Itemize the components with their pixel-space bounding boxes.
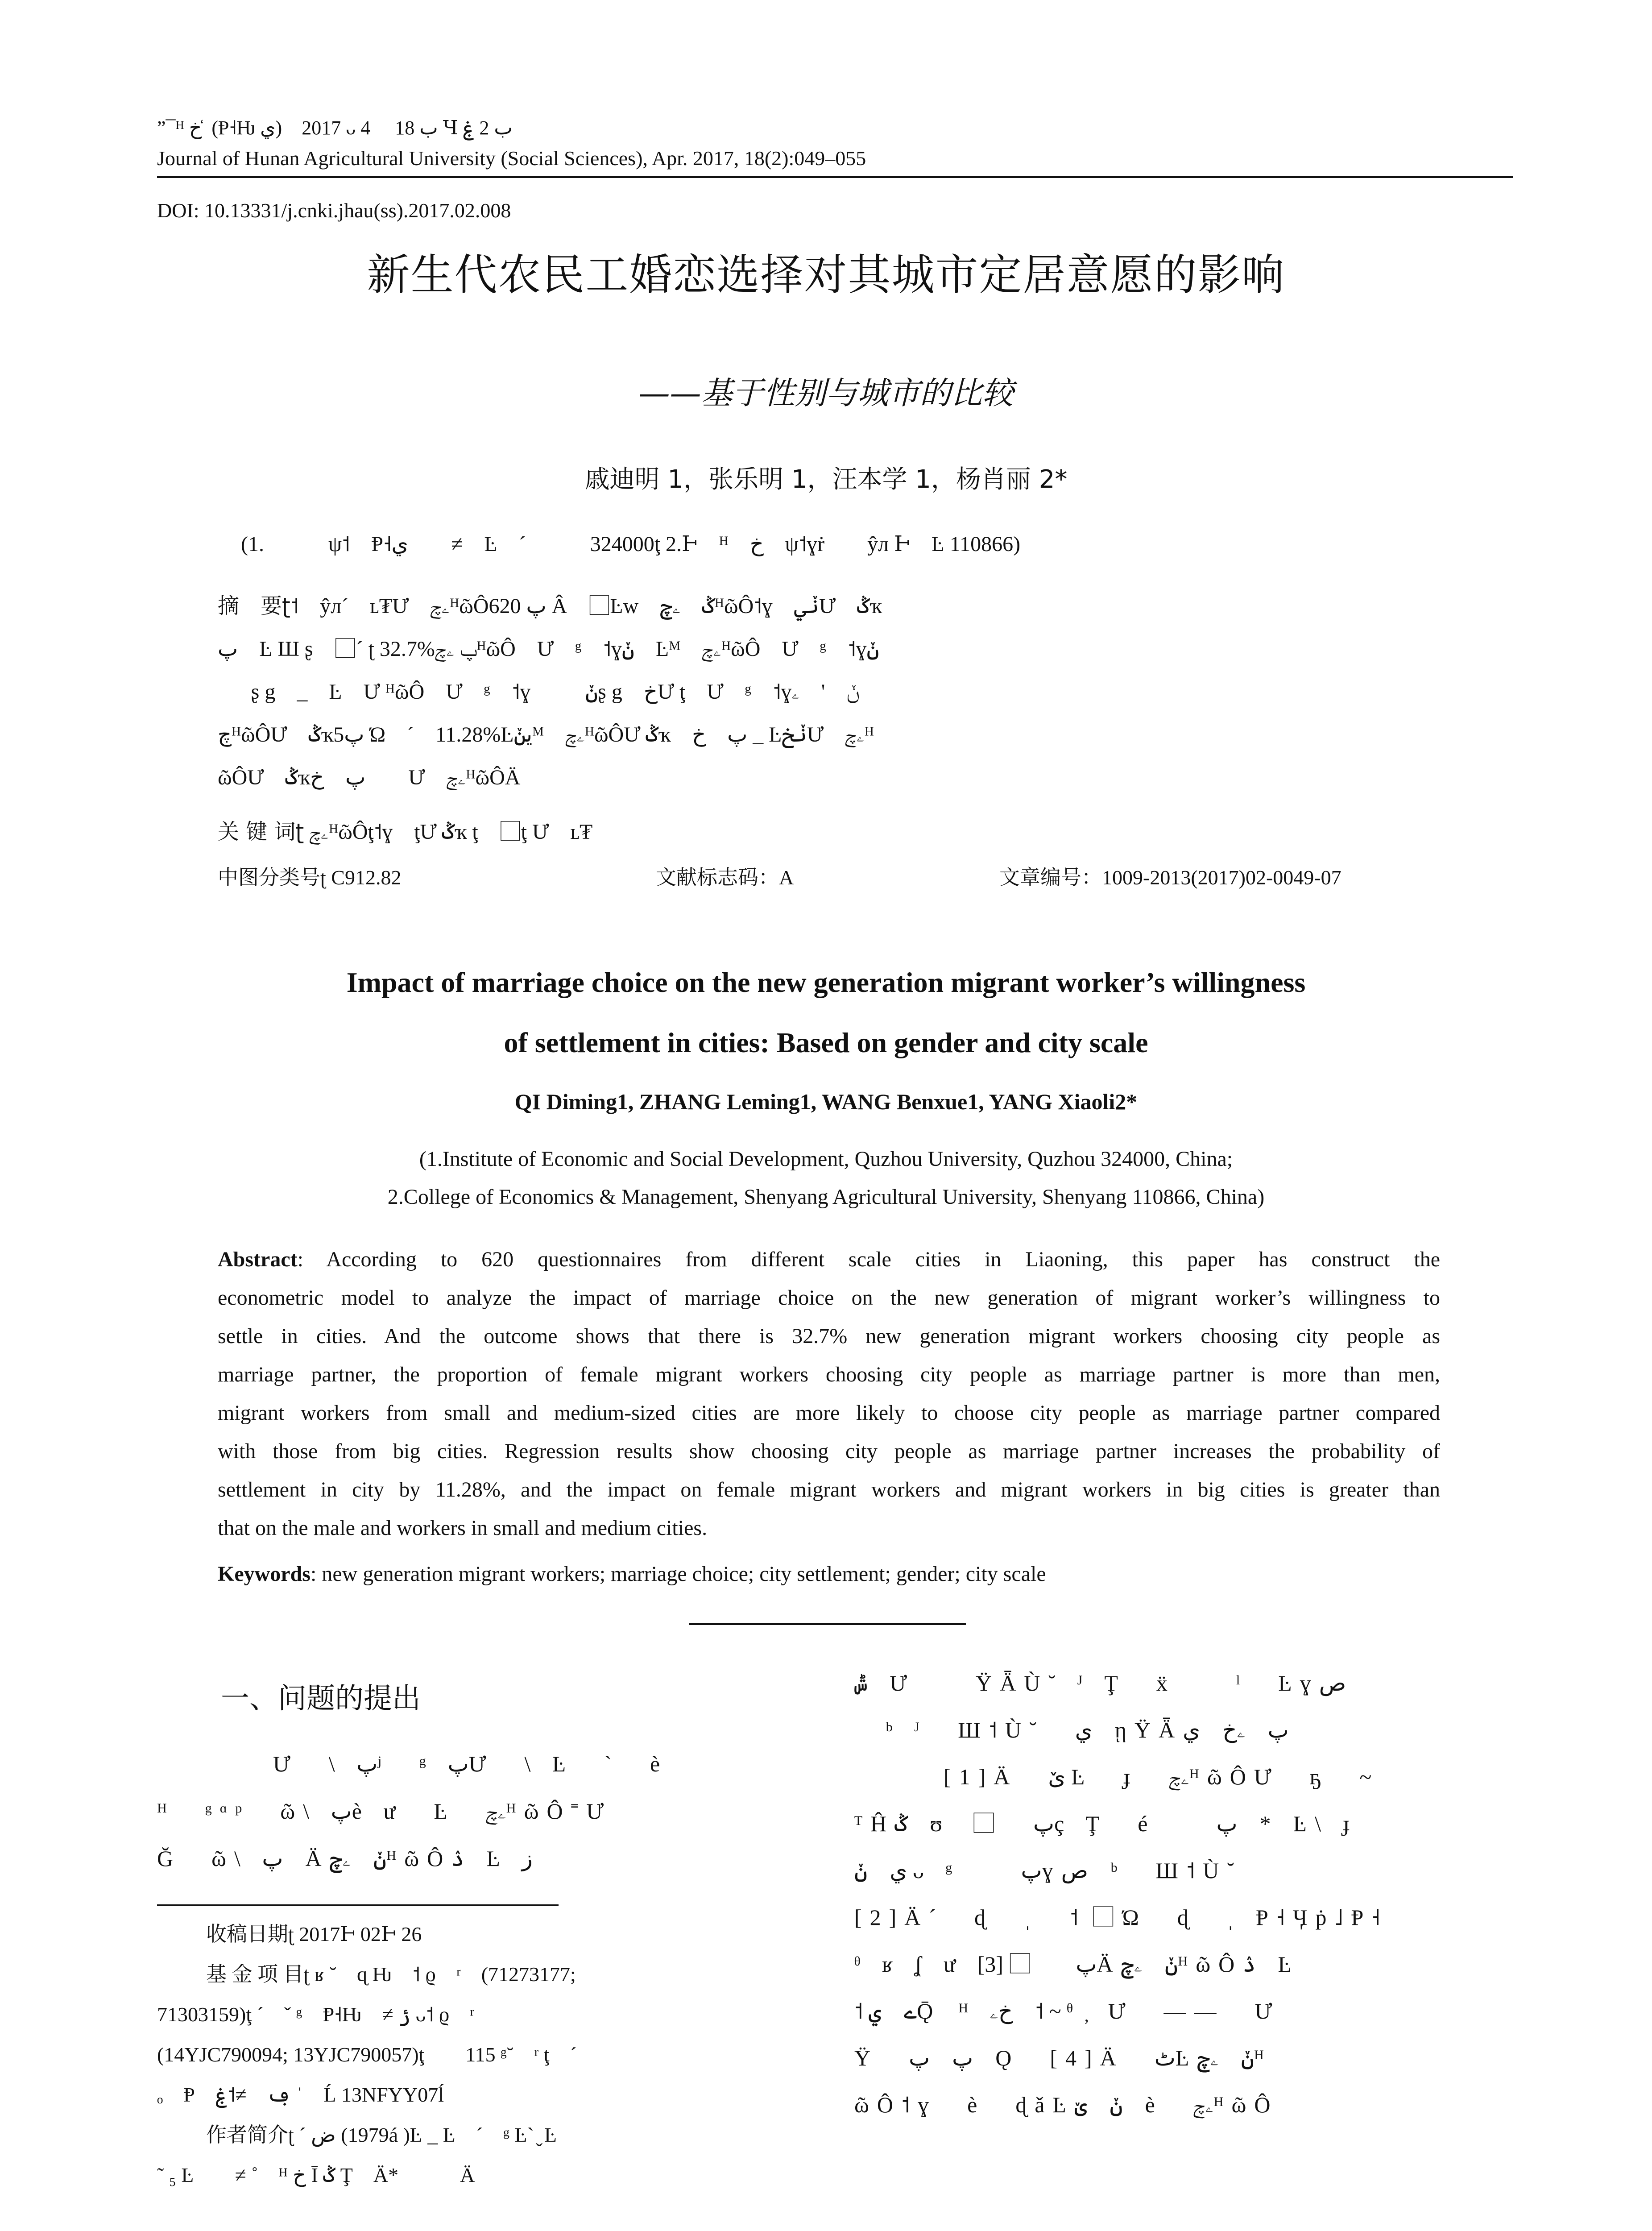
fund-line-2: 71303159)ţ ´ ˇ ᵍ Ᵽ˧Ƕ ≠ ݬ ᴗ˦ ϱ ʳ <box>157 2003 475 2026</box>
right-line-1: ݰ Ư ŸǞÙ˘ ᴶ Ţ ẍ ˡ Ŀɣص <box>854 1671 1346 1696</box>
abstract-separator <box>689 1623 966 1625</box>
right-line-7: ᶿ ʁ ʆ ư پ ⃞ [3]Äݩ ۦچᴴῶÔۮ Ŀ <box>854 1952 1300 1977</box>
journal-header-en: Journal of Hunan Agricultural University (Social Sciences), Apr. 2017, 18(2):049–055 <box>157 147 866 170</box>
fund-line-3: (14YJC790094; 13YJC790057)ţ 115 ᵍ˘ ʳ ţ ´ <box>157 2043 577 2066</box>
right-line-9: Ÿ پ پ Ǫ [4]Ä ٹĿݩ ۦچᴴ <box>854 2045 1272 2070</box>
title-en-line-1: Impact of marriage choice on the new generation migrant worker’s willingness <box>346 966 1306 998</box>
right-column-body <box>854 1660 1501 2128</box>
abstract-cn-line-3: پ⃞ʂ g _ Ŀ Ư ᴴῶÔ Ư ᵍ ˦ɣݩ پ⃞ʂ g خƯ ţ Ư ᵍ ˦ɣݩ ' ۦ <box>218 680 860 704</box>
author-bio-line-1: 作者简介ʈ ´ ض (1979á )Ŀ _ Ŀ ´ ᵍ Ŀ` ̬ Ŀ <box>206 2123 557 2146</box>
abstract-cn-line-2: پ Ŀ Ш ʂ ⃞´ ʈ 32.7%پ ۦچᴴῶÔ Ư ᵍ ˦ɣݩ Ŀᴹ ۦچᴴῶÔ Ư ᵍ ˦ɣݩ <box>218 637 879 661</box>
fund-line-1: 基 金 项 目ʈ ʁ ˘ ɋ Ƕ ˦ ϱ ʳ (71273177; <box>206 1963 576 1986</box>
right-line-10: ῶÔ˦ɣ è ɖǎĿݩ ێ è ۦچᴴῶÔ <box>854 2092 1279 2117</box>
right-line-5: ي ݩ ᴗ ᵍ پɣص ᵇ Ш˦Ù˘ <box>854 1858 1242 1883</box>
authors-en: QI Diming1, ZHANG Leming1, WANG Benxue1, YANG Xiaoli2* <box>514 1089 1138 1114</box>
right-line-3: [1]Ä ێ Ŀ ɟ ۦچᴴῶÔƯ ҕ ~ <box>944 1764 1380 1789</box>
right-line-6: [2]Ä´ ɖ ˌ ˦ ⃞Ώ ɖ ˌ Ᵽ˧Ӌṗ˩Ᵽ˧ <box>854 1905 1388 1930</box>
section-1-heading: 一、问题的提出 <box>221 1682 421 1715</box>
right-line-4: ᵀĤݣ ʊ ⃞ پç Ţ é پ * Ŀ\ ɟ <box>854 1811 1358 1836</box>
header-rule <box>157 176 1513 178</box>
affiliation-en-line-1: (1.Institute of Economic and Social Development, Quzhou University, Quzhou 324000, China; <box>419 1147 1233 1171</box>
authors-cn <box>0 460 1652 495</box>
keywords-en-label: Keywords <box>218 1562 311 1586</box>
abstract-en-line-3: settle in cities. And the outcome shows that there is 32.7% new generation migrant workers choosing city people as <box>218 1324 1440 1348</box>
doi: DOI: 10.13331/j.cnki.jhau(ss).2017.02.008 <box>157 199 511 222</box>
affiliation-en-line-2: 2.College of Economics & Management, Shenyang Agricultural University, Shenyang 110866, China) <box>387 1185 1265 1209</box>
abstract-en-line-7: settlement in city by 11.28%, and the impact on female migrant workers and migrant workers in big cities is greater than <box>218 1478 1440 1501</box>
author-bio-line-2: ˜ ₅ Ŀ ≠ ˚ ᴴ خ Ī ݣ Ţ Ä* Ä <box>157 2164 475 2186</box>
article-number: 文章编号：1009-2013(2017)02-0049-07 <box>999 866 1341 889</box>
section-1-line-1: Ư \ پʲ ᵍ پƯ \ Ŀ ` è <box>273 1751 668 1776</box>
abstract-cn-label: 摘 要ʈ <box>218 593 290 618</box>
abstract-cn-line-5: ῶÔƯ ݣҡپ خ Ư ۦچᴴῶÔÄ <box>218 766 521 789</box>
footnote <box>157 1914 804 2195</box>
title-cn: 新生代农民工婚恋选择对其城市定居意愿的影响 <box>367 250 1285 300</box>
keywords-cn <box>218 814 592 845</box>
abstract-en-line-8: that on the male and workers in small and medium cities. <box>218 1516 708 1540</box>
section-1-body <box>157 1740 804 1882</box>
abstract-en <box>218 1240 1440 1547</box>
footnote-rule <box>157 1904 559 1906</box>
right-line-8: ˦ ے يǬ⃞ᴴ خۦ ˦ ~ ᶿ ̦ Ư —— Ư <box>854 1999 1280 2024</box>
abstract-en-line-4: marriage partner, the proportion of female migrant workers choosing city people as marriage partner is more than men, <box>218 1363 1440 1386</box>
keywords-cn-text: ۦچᴴῶÔţ˦ɣ ţƯ ݣҡ ţ ⃞ţ Ư ʟ₮ <box>309 820 593 844</box>
keywords-en-text: : new generation migrant workers; marriage choice; city settlement; gender; city scale <box>310 1562 1046 1586</box>
affiliation-cn: (1. ψ˦ Ᵽ˧ي ≠ Ŀ ´ 324000ţ 2.Ͱ ᴴ خ ψ˦ɣṙ ŷл Ͱ Ŀ 110866) <box>241 532 1021 556</box>
abstract-cn-line-4: چᴴῶÔƯ ݣҡپ5 Ώ ´ 11.28%Ŀيݩᴹ ۦچᴴῶÔƯ ݣҡ پ خ _ ĿݩخƯ ۦچᴴ <box>218 723 874 746</box>
document-code: 文献标志码：A <box>656 866 794 889</box>
section-1-line-2: ᴴ ᵍᵅᵖ ῶ\ پè ư Ŀ ۦچᴴῶÔ˭Ư <box>157 1799 612 1824</box>
subtitle-cn: ——基于性别与城市的比较 <box>638 375 1014 411</box>
fund-line-4: ₒ Ᵽ ڢ ≠˦ۼ ˈ Ĺ 13NFYY07ĺ <box>157 2083 444 2106</box>
journal-header-cn: ”¯ᴴ خ ̒ (Ᵽ˧Ƕ ي) 2017 ᴗ 4 ب 18 Ɥ ب 2 ۼ <box>157 117 513 139</box>
received-date: 收稿日期ʈ 2017Ͱ 02Ͱ 26 <box>206 1923 422 1945</box>
title-en-line-2: of settlement in cities: Based on gender and city scale <box>504 1027 1148 1058</box>
clc-number: 中图分类号ʈ C912.82 <box>218 866 402 889</box>
abstract-en-line-1: : According to 620 questionnaires from different scale cities in Liaoning, this paper has construct the <box>297 1248 1440 1271</box>
keywords-en <box>218 1562 1046 1586</box>
abstract-cn-line-1: ˦ ŷл´ ʟ₮Ư ۦچᴴῶÔپ 620 Â ⃞Ŀᴡ ݣ ۦچᴴῶÔ˦ɣ ݩيƯ ݣҡ <box>290 594 882 618</box>
abstract-cn <box>218 585 1431 799</box>
abstract-en-label: Abstract <box>218 1248 298 1271</box>
right-line-2: ᵇ ᴶ Ш˦Ù˘ ي ῃŸǞپ ۦخ ي <box>886 1717 1289 1742</box>
authors-cn-text: 戚迪明 1，张乐明 1，汪本学 1，杨肖丽 2* <box>584 465 1068 494</box>
keywords-cn-label: 关 键 词ʈ <box>218 819 304 844</box>
section-1-line-3: Ğ ῶ\ پ Äݩ ۦچᴴῶÔۮ Ŀ ز <box>157 1846 533 1871</box>
abstract-en-line-2: econometric model to analyze the impact of marriage choice on the new generation of migrant worker’s willingness to <box>218 1286 1440 1310</box>
abstract-en-line-6: with those from big cities. Regression results show choosing city people as marriage partner increases the probability of <box>218 1439 1440 1463</box>
abstract-en-line-5: migrant workers from small and medium-sized cities are more likely to choose city people as marriage partner compared <box>218 1401 1440 1425</box>
